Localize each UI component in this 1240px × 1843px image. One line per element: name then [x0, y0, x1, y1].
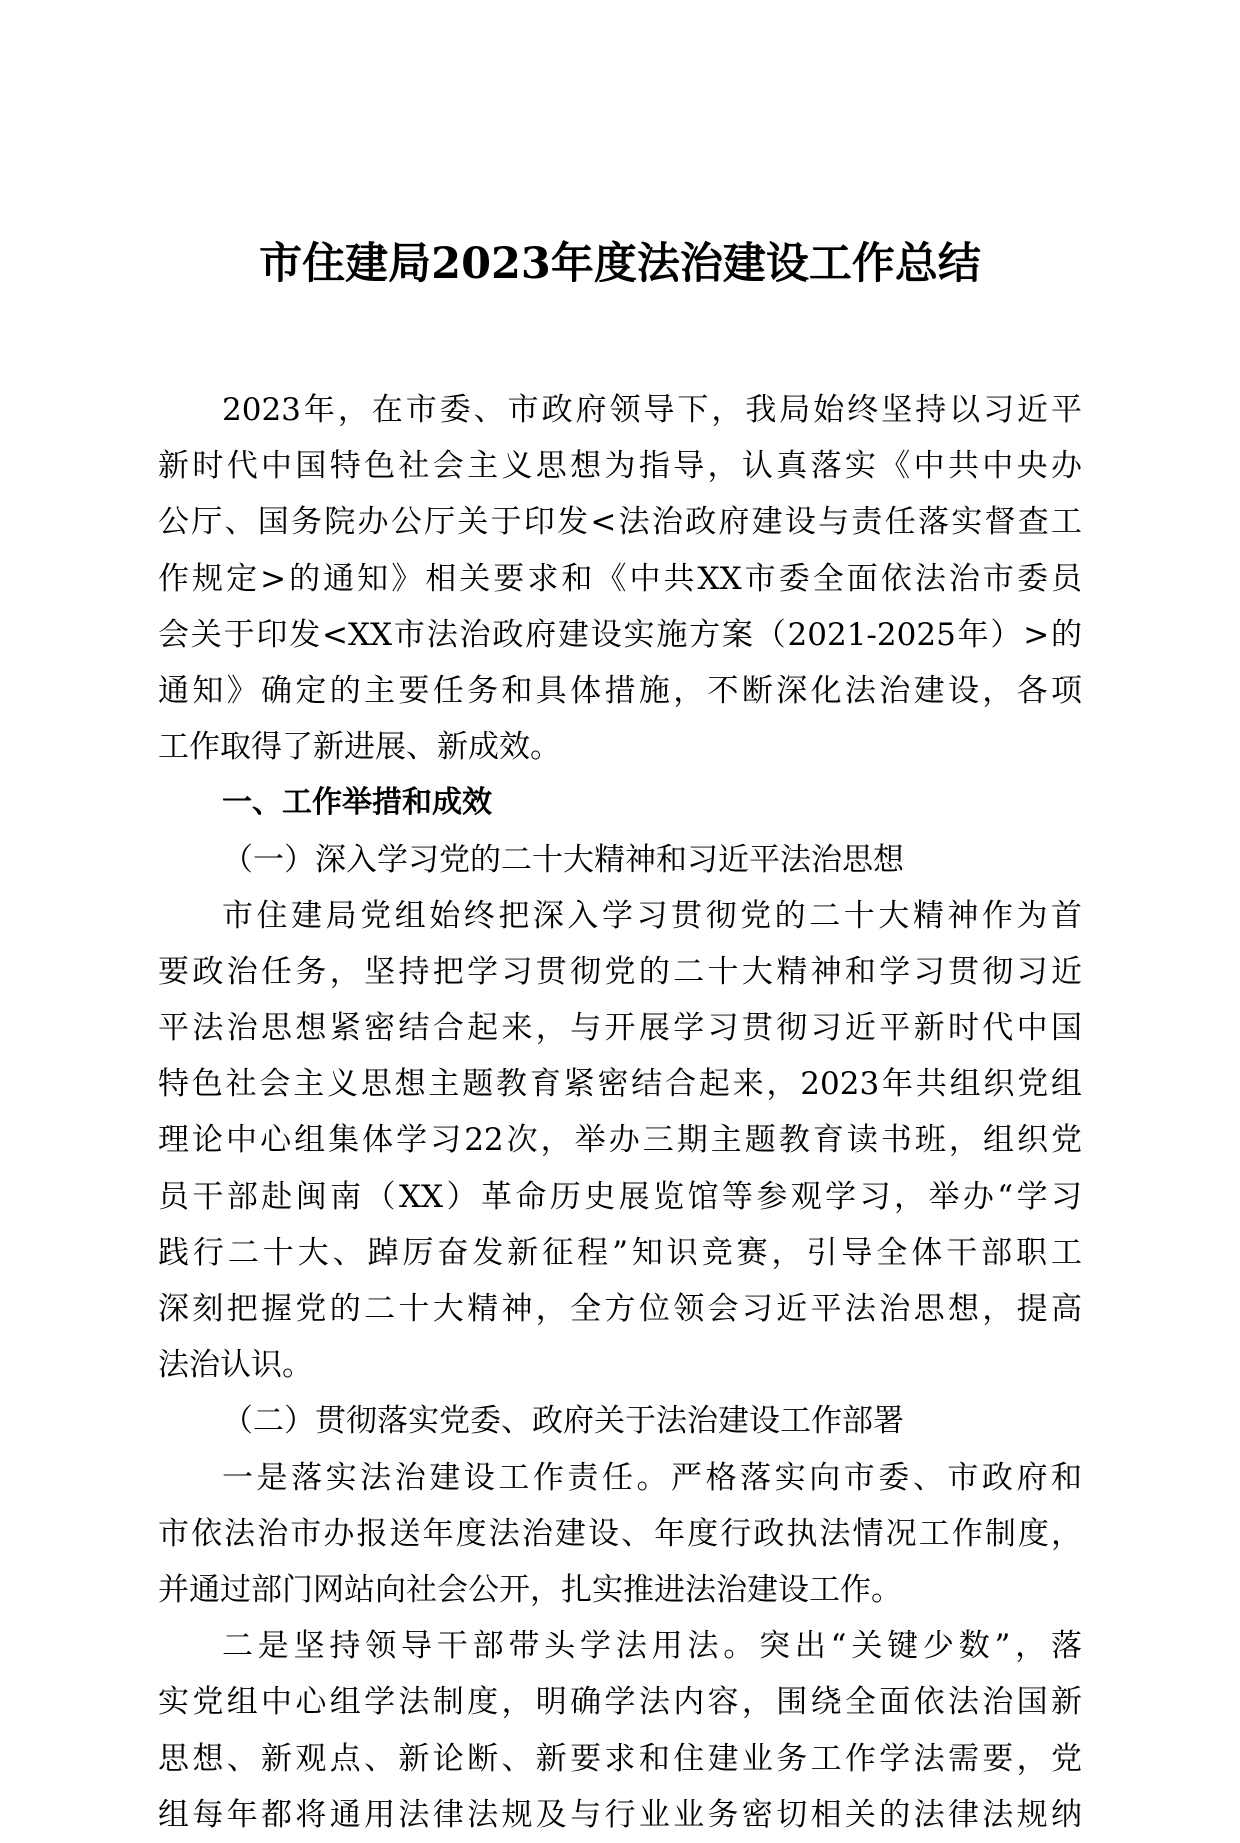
- document-body: [158, 382, 1082, 1843]
- paragraph-line: 组每年都将通用法律法规及与行业业务密切相关的法律法规纳: [158, 1796, 1082, 1833]
- paragraph-line: 会关于印发<XX市法治政府建设实施方案（2021-2025年）>的: [158, 616, 1082, 653]
- subsection-heading: （一）深入学习党的二十大精神和习近平法治思想: [222, 841, 904, 878]
- subsection-heading: （二）贯彻落实党委、政府关于法治建设工作部署: [222, 1403, 904, 1440]
- paragraph-line: 新时代中国特色社会主义思想为指导，认真落实《中共中央办: [158, 448, 1082, 485]
- paragraph-line: 市依法治市办报送年度法治建设、年度行政执法情况工作制度，: [158, 1515, 1082, 1552]
- paragraph-line: 作规定>的通知》相关要求和《中共XX市委全面依法治市委员: [158, 560, 1082, 597]
- paragraph-line: 一是落实法治建设工作责任。严格落实向市委、市政府和: [222, 1459, 1082, 1496]
- paragraph-line: 市住建局党组始终把深入学习贯彻党的二十大精神作为首: [222, 897, 1082, 934]
- paragraph-line: 法治认识。: [158, 1347, 313, 1384]
- paragraph-line: 二是坚持领导干部带头学法用法。突出“关键少数”，落: [222, 1628, 1082, 1665]
- paragraph-line: 要政治任务，坚持把学习贯彻党的二十大精神和学习贯彻习近: [158, 953, 1082, 990]
- paragraph-line: 公厅、国务院办公厅关于印发<法治政府建设与责任落实督查工: [158, 504, 1082, 541]
- paragraph-line: 平法治思想紧密结合起来，与开展学习贯彻习近平新时代中国: [158, 1010, 1082, 1047]
- paragraph-line: 并通过部门网站向社会公开，扎实推进法治建设工作。: [158, 1571, 902, 1608]
- paragraph-line: 思想、新观点、新论断、新要求和住建业务工作学法需要，党: [158, 1740, 1082, 1777]
- paragraph-line: 通知》确定的主要任务和具体措施，不断深化法治建设，各项: [158, 672, 1082, 709]
- paragraph-line: 理论中心组集体学习22次，举办三期主题教育读书班，组织党: [158, 1122, 1082, 1159]
- section-heading: 一、工作举措和成效: [222, 785, 492, 821]
- paragraph-line: 践行二十大、踔厉奋发新征程”知识竞赛，引导全体干部职工: [158, 1234, 1082, 1271]
- paragraph-line: 深刻把握党的二十大精神，全方位领会习近平法治思想，提高: [158, 1291, 1082, 1327]
- paragraph-line: 特色社会主义思想主题教育紧密结合起来，2023年共组织党组: [158, 1066, 1082, 1103]
- document-title: 市住建局2023年度法治建设工作总结: [259, 239, 981, 289]
- paragraph-line: 2023年，在市委、市政府领导下，我局始终坚持以习近平: [222, 392, 1082, 428]
- paragraph-line: 员干部赴闽南（XX）革命历史展览馆等参观学习，举办“学习: [158, 1178, 1082, 1215]
- paragraph-line: 工作取得了新进展、新成效。: [158, 729, 561, 766]
- paragraph-line: 实党组中心组学法制度，明确学法内容，围绕全面依法治国新: [158, 1684, 1082, 1721]
